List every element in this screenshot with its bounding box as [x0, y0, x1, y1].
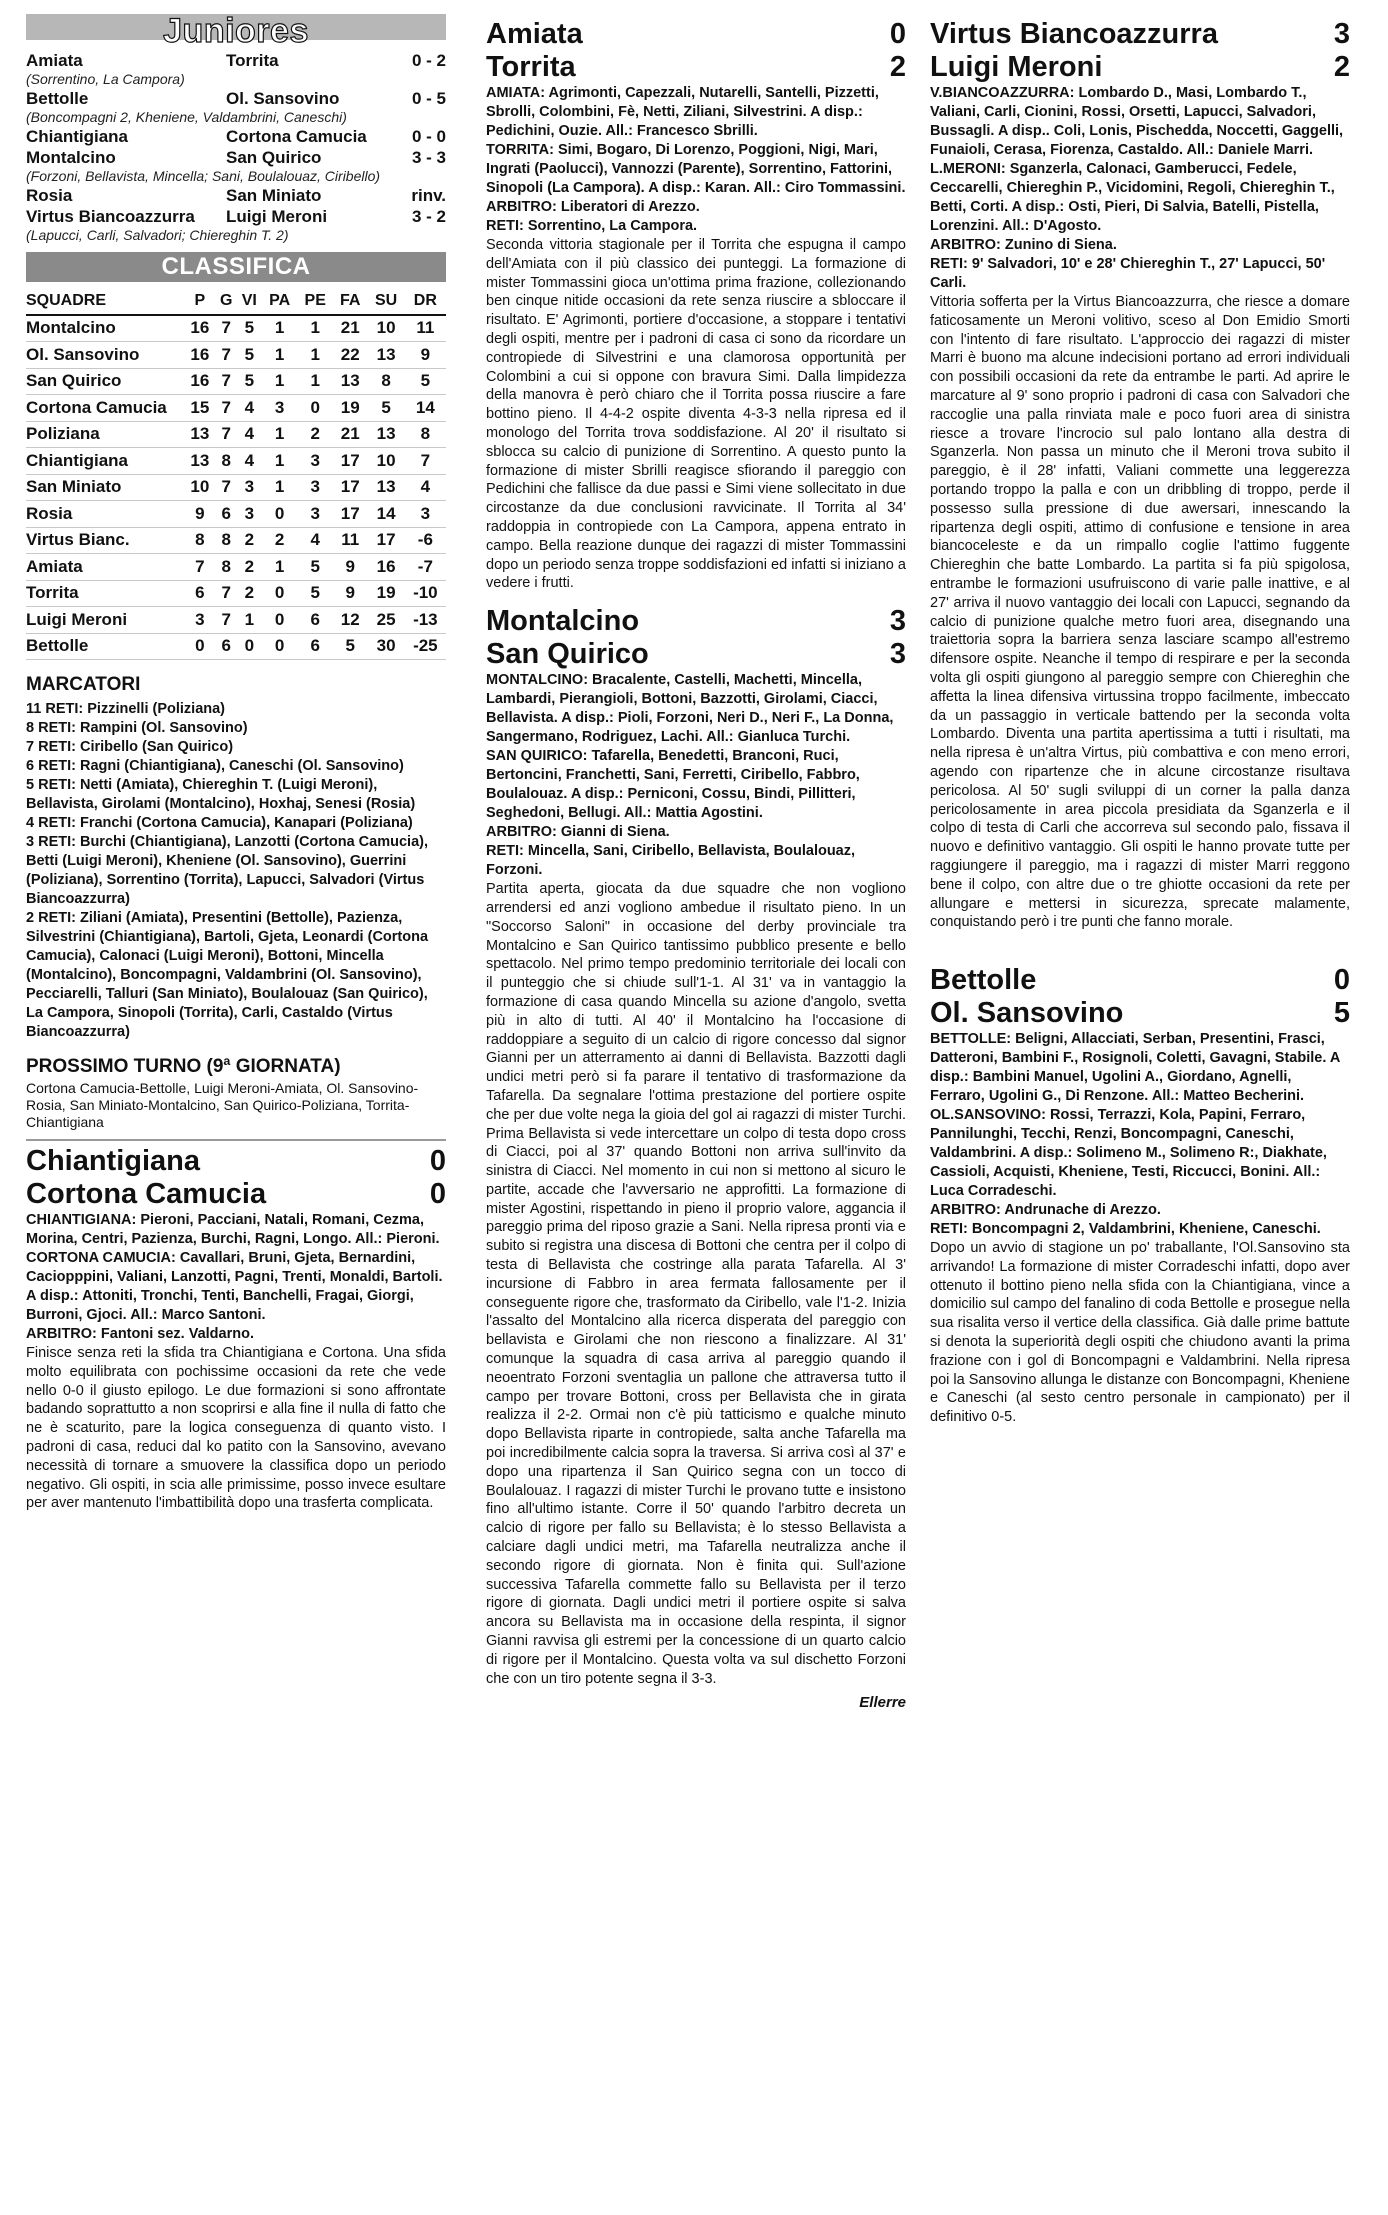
classifica-title: CLASSIFICA: [26, 252, 446, 282]
result-away-team: San Miniato: [226, 186, 322, 205]
standings-cell: 1: [262, 368, 297, 395]
result-score: 0 - 0: [411, 127, 446, 146]
match-home-goals: 0: [1333, 964, 1350, 997]
match-home-goals: 0: [429, 1145, 446, 1177]
standings-cell: -25: [405, 633, 446, 660]
match-away-team: Cortona Camucia: [26, 1178, 267, 1210]
standings-row: [26, 315, 446, 342]
standings-cell: 5: [405, 368, 446, 395]
standings-cell: 1: [262, 554, 297, 581]
standings-team: Ol. Sansovino: [26, 342, 184, 369]
standings-team: Amiata: [26, 554, 184, 581]
middle-column: [486, 18, 906, 1711]
standings-cell: 3: [237, 501, 262, 528]
match-away-goals: 2: [1333, 51, 1350, 83]
standings-cell: 4: [297, 527, 333, 554]
match-home-team: Virtus Biancoazzurra: [930, 18, 1218, 50]
standings-row: [26, 421, 446, 448]
standings-row: [26, 633, 446, 660]
standings-cell: 7: [216, 342, 237, 369]
standings-cell: 1: [262, 474, 297, 501]
result-scorers: (Forzoni, Bellavista, Mincella; Sani, Boulalouaz, Ciribello): [26, 168, 381, 184]
standings-cell: 15: [184, 395, 216, 422]
standings-cell: 8: [216, 448, 237, 475]
standings-header-cell: SQUADRE: [26, 288, 184, 315]
standings-cell: 14: [405, 395, 446, 422]
scorer-line: 6 RETI: Ragni (Chiantigiana), Caneschi (Ol. Sansovino): [26, 758, 404, 774]
standings-cell: 17: [333, 448, 367, 475]
standings-cell: 8: [216, 554, 237, 581]
standings-row: [26, 580, 446, 607]
lineup-line: ARBITRO: Liberatori di Arezzo.: [486, 199, 700, 215]
result-home-team: Montalcino: [26, 148, 116, 167]
standings-cell: 19: [333, 395, 367, 422]
marcatori-list: [26, 700, 446, 1042]
standings-header-cell: FA: [333, 288, 367, 315]
standings-cell: -7: [405, 554, 446, 581]
standings-cell: 13: [367, 474, 404, 501]
standings-team: Torrita: [26, 580, 184, 607]
standings-cell: 1: [297, 342, 333, 369]
standings-header-cell: VI: [237, 288, 262, 315]
match-away-team: San Quirico: [486, 638, 649, 671]
standings-cell: 7: [216, 607, 237, 634]
standings-cell: 3: [237, 474, 262, 501]
standings-cell: 2: [262, 527, 297, 554]
standings-cell: 2: [237, 554, 262, 581]
standings-cell: 25: [367, 607, 404, 634]
result-home-team: Virtus Biancoazzurra: [26, 207, 195, 226]
match-home-goals: 0: [889, 18, 906, 50]
standings-cell: 0: [237, 633, 262, 660]
standings-cell: 13: [367, 421, 404, 448]
match-home-row: [930, 964, 1350, 997]
lineup-line: RETI: Boncompagni 2, Valdambrini, Kheniene, Caneschi.: [930, 1221, 1321, 1238]
standings-cell: 0: [262, 633, 297, 660]
divider: [26, 1139, 446, 1141]
match-home-row: [486, 605, 906, 638]
standings-header-cell: SU: [367, 288, 404, 315]
standings-cell: -13: [405, 607, 446, 634]
standings-cell: 3: [262, 395, 297, 422]
juniores-header: [26, 11, 446, 50]
result-row: [26, 126, 446, 147]
match-home-team: Montalcino: [486, 605, 640, 638]
result-score: 0 - 5: [411, 89, 446, 108]
standings-team: Cortona Camucia: [26, 395, 184, 422]
standings-cell: 6: [184, 580, 216, 607]
match-lineups: [26, 1211, 446, 1344]
standings-cell: 16: [184, 368, 216, 395]
standings-cell: 13: [184, 448, 216, 475]
standings-cell: -6: [405, 527, 446, 554]
standings-cell: 10: [367, 448, 404, 475]
standings-cell: 1: [262, 448, 297, 475]
match-home-goals: 3: [889, 605, 906, 638]
match-away-team: Torrita: [486, 51, 576, 83]
match-away-row: [486, 638, 906, 671]
result-row: [26, 206, 446, 227]
lineup-line: OL.SANSOVINO: Rossi, Terrazzi, Kola, Papini, Ferraro, Pannilunghi, Tecchi, Renzi, Boncompagni, Caneschi, Valdambrini. A disp.: Solimeno M., Solimeno R:, Diakhate, Cassioli, Acquisti, Kheniene, Testi, Riccucci, Bonini. All.: Luca Corradeschi.: [930, 1107, 1327, 1200]
standings-cell: 0: [297, 395, 333, 422]
standings-cell: 6: [216, 501, 237, 528]
standings-header-cell: PE: [297, 288, 333, 315]
standings-header-row: [26, 288, 446, 315]
standings-row: [26, 474, 446, 501]
standings-cell: 13: [367, 342, 404, 369]
match-lineups: [930, 1030, 1350, 1239]
lineup-line: ARBITRO: Fantoni sez. Valdarno.: [26, 1326, 254, 1342]
standings-header-cell: P: [184, 288, 216, 315]
result-home-team: Chiantigiana: [26, 127, 129, 146]
result-away-team: Torrita: [226, 51, 279, 70]
standings-cell: 13: [333, 368, 367, 395]
standings-cell: 3: [405, 501, 446, 528]
standings-cell: 9: [333, 554, 367, 581]
standings-cell: 5: [237, 368, 262, 395]
marcatori-title: MARCATORI: [26, 674, 141, 695]
standings-team: Bettolle: [26, 633, 184, 660]
standings-cell: 22: [333, 342, 367, 369]
standings-cell: 6: [297, 633, 333, 660]
standings-cell: 4: [405, 474, 446, 501]
match-home-row: [26, 1145, 446, 1178]
standings-cell: 21: [333, 421, 367, 448]
standings-cell: 4: [237, 448, 262, 475]
lineup-line: SAN QUIRICO: Tafarella, Benedetti, Branconi, Ruci, Bertoncini, Franchetti, Sani, Ferretti, Ciribello, Fabbro, Boulalouaz. A disp.: Perniconi, Cossu, Bindi, Pillitteri, Seghedoni, Bellugi. All.: Mattia Agostini.: [486, 748, 860, 822]
lineup-line: RETI: 9' Salvadori, 10' e 28' Chiereghin T., 27' Lapucci, 50' Carli.: [930, 256, 1326, 291]
standings-cell: 8: [367, 368, 404, 395]
result-row: [26, 88, 446, 109]
standings-cell: 5: [367, 395, 404, 422]
standings-cell: 9: [184, 501, 216, 528]
match-report: Seconda vittoria stagionale per il Torrita che espugna il campo dell'Amiata con il più classico dei punteggi. La formazione di mister Tommassini gioca un'ottima prima frazione, collezionando ben cinque nitide occasioni da rete senza riuscire a sbloccare il risultato. E' Agrimonti, portiere d'occasione, a stoppare i tentativi degli ospiti, mentre per i padroni di casa ci sono da ricordare un contropiede di Silvestrini e una clamorosa opportunità per Colombini a cui si oppone con bravura Simi. Dalla limpidezza della manovra è però chiaro che il Torrita possa riuscire a fare bottino pieno. Il 4-4-2 ospite diventa 4-3-3 nella ripresa ed il monologo del Torrita trova soddisfazione. Al 20' il risultato si sblocca su calcio di punizione di Sorrentino. A questo punto la formazione di mister Sbrilli reagisce sfiorando il pareggio con Pedichini che fallisce da due passi e Simi viene sollecitato in due circostanze da due conclusioni ravvicinate. Il Torrita al 34' raddoppia in contropiede con La Campora, appena entrato in campo. Bella reazione dunque dei ragazzi di mister Tommassini dopo un periodo senza troppe soddisfazioni ed infatti si iniziano a vedere i frutti.: [486, 237, 906, 592]
standings-header-cell: DR: [405, 288, 446, 315]
result-away-team: San Quirico: [226, 148, 322, 167]
standings-cell: 9: [333, 580, 367, 607]
result-home-team: Bettolle: [26, 89, 89, 108]
match-home-team: Chiantigiana: [26, 1145, 201, 1177]
standings-cell: 7: [184, 554, 216, 581]
scorer-line: 3 RETI: Burchi (Chiantigiana), Lanzotti (Cortona Camucia), Betti (Luigi Meroni), Kheniene (Ol. Sansovino), Guerrini (Poliziana), Sorrentino (Torrita), Lapucci, Salvadori (Virtus Biancoazzurra): [26, 834, 428, 907]
standings-team: Luigi Meroni: [26, 607, 184, 634]
standings-cell: 17: [333, 501, 367, 528]
standings-cell: 4: [237, 421, 262, 448]
match-away-team: Ol. Sansovino: [930, 997, 1124, 1030]
match-away-goals: 0: [429, 1178, 446, 1210]
standings-cell: 0: [262, 580, 297, 607]
standings-cell: 1: [297, 315, 333, 342]
author-signature: Ellerre: [859, 1694, 906, 1712]
result-score: 3 - 2: [411, 207, 446, 226]
standings-cell: 30: [367, 633, 404, 660]
result-score: 3 - 3: [411, 148, 446, 167]
lineup-line: V.BIANCOAZZURRA: Lombardo D., Masi, Lombardo T., Valiani, Carli, Cionini, Rossi, Orsetti, Lapucci, Salvadori, Bussagli. A disp.. Coli, Lonis, Pischedda, Noccetti, Gaggelli, Funaioli, Cerasa, Fiorenza, Castaldo. All.: Daniele Marri.: [930, 85, 1344, 158]
standings-cell: 3: [184, 607, 216, 634]
match-away-row: [26, 1178, 446, 1211]
standings-row: [26, 448, 446, 475]
match-away-row: [486, 51, 906, 84]
result-score: 0 - 2: [411, 51, 446, 70]
result-scorers: (Lapucci, Carli, Salvadori; Chiereghin T. 2): [26, 227, 289, 243]
standings-cell: 11: [405, 315, 446, 342]
match-home-team: Amiata: [486, 18, 583, 50]
standings-team: Rosia: [26, 501, 184, 528]
lineup-line: RETI: Mincella, Sani, Ciribello, Bellavista, Boulalouaz, Forzoni.: [486, 843, 856, 879]
match-chiantigiana: [26, 1145, 446, 1513]
match-home-row: [930, 18, 1350, 51]
standings-cell: 2: [237, 527, 262, 554]
lineup-line: ARBITRO: Gianni di Siena.: [486, 824, 670, 841]
standings-team: Poliziana: [26, 421, 184, 448]
standings-cell: 7: [405, 448, 446, 475]
scorer-line: 4 RETI: Franchi (Cortona Camucia), Kanapari (Poliziana): [26, 815, 413, 831]
standings-cell: 6: [297, 607, 333, 634]
match-montalcino: [486, 605, 906, 1711]
standings-header-cell: G: [216, 288, 237, 315]
standings-cell: 13: [184, 421, 216, 448]
standings-cell: 3: [297, 501, 333, 528]
standings-cell: 0: [262, 607, 297, 634]
standings-team: San Quirico: [26, 368, 184, 395]
standings-cell: 5: [333, 633, 367, 660]
standings-cell: 1: [262, 342, 297, 369]
match-home-row: [486, 18, 906, 51]
standings-row: [26, 501, 446, 528]
standings-cell: 5: [297, 554, 333, 581]
match-away-goals: 5: [1333, 997, 1350, 1030]
standings-cell: 17: [367, 527, 404, 554]
standings-body: [26, 315, 446, 660]
standings-team: Virtus Bianc.: [26, 527, 184, 554]
scorer-line: 5 RETI: Netti (Amiata), Chiereghin T. (Luigi Meroni), Bellavista, Girolami (Montalcino), Hoxhaj, Senesi (Rosia): [26, 777, 416, 812]
standings-cell: 5: [237, 315, 262, 342]
match-lineups: [486, 671, 906, 880]
standings-cell: 2: [237, 580, 262, 607]
results-list: [26, 50, 446, 244]
standings-cell: 12: [333, 607, 367, 634]
match-bettolle: [930, 964, 1350, 1427]
match-away-goals: 2: [889, 51, 906, 83]
standings-cell: 8: [184, 527, 216, 554]
standings-cell: 17: [333, 474, 367, 501]
standings-cell: 0: [184, 633, 216, 660]
scorer-line: 8 RETI: Rampini (Ol. Sansovino): [26, 720, 248, 736]
prossimo-turno-title: PROSSIMO TURNO (9ª GIORNATA): [26, 1056, 341, 1077]
header-band: [26, 11, 446, 50]
match-virtus: [930, 18, 1350, 932]
standings-cell: 8: [216, 527, 237, 554]
match-away-team: Luigi Meroni: [930, 51, 1103, 83]
match-report: Dopo un avvio di stagione un po' traballante, l'Ol.Sansovino sta arrivando! La formazione di mister Corradeschi infatti, dopo aver ottenuto il bottino pieno nella sfida con la Chiantigiana, vince a domicilio sul campo del fanalino di coda Bettolle e prosegue nella sua risalita verso il vertice della classifica. Già dalle prime battute si denota la superiorità degli ospiti che chiudono avanti la prima frazione con i gol di Boncompagni e Valdambrini. Nella ripresa poi la Sansovino allunga le distanze con Boncompagni, Kheniene e Caneschi (al sesto centro personale in campionato) per il definitivo 0-5.: [930, 1240, 1350, 1426]
standings-cell: 19: [367, 580, 404, 607]
standings-cell: 1: [297, 368, 333, 395]
lineup-line: ARBITRO: Zunino di Siena.: [930, 237, 1117, 253]
match-amiata: [486, 18, 906, 593]
prossimo-turno-text: Cortona Camucia-Bettolle, Luigi Meroni-Amiata, Ol. Sansovino-Rosia, San Miniato-Montalcino, San Quirico-Poliziana, Torrita-Chiantigiana: [26, 1080, 419, 1130]
standings-cell: 1: [262, 315, 297, 342]
scorer-line: 2 RETI: Ziliani (Amiata), Presentini (Bettolle), Pazienza, Silvestrini (Chiantigiana), Bartoli, Gjeta, Leonardi (Cortona Camucia), Calonaci (Luigi Meroni), Bottoni, Mincella (Montalcino), Boncompagni, Valdambrini (Ol. Sansovino), Pecciarelli, Talluri (San Miniato), Boulalouaz (San Quirico), La Campora, Sinopoli (Torrita), Carli, Castaldo (Virtus Biancoazzurra): [26, 910, 429, 1040]
standings-team: Montalcino: [26, 315, 184, 342]
standings-cell: 16: [184, 342, 216, 369]
lineup-line: BETTOLLE: Beligni, Allacciati, Serban, Presentini, Frasci, Datteroni, Bambini F., Rosignoli, Coletti, Gavagni, Stabile. A disp.: Bambini Manuel, Ugolini A., Giordano, Agnelli, Ferraro, Ugolini G., Di Renzone. All.: Matteo Becherini.: [930, 1031, 1340, 1105]
result-score: rinv.: [411, 186, 446, 205]
left-column: [26, 11, 446, 1513]
match-away-row: [930, 51, 1350, 84]
standings-header-cell: PA: [262, 288, 297, 315]
lineup-line: ARBITRO: Andrunache di Arezzo.: [930, 1202, 1161, 1219]
result-home-team: Rosia: [26, 186, 73, 205]
lineup-line: CORTONA CAMUCIA: Cavallari, Bruni, Gjeta, Bernardini, Caciopppini, Valiani, Lanzotti, Pagni, Trenti, Monaldi, Bartoli. A disp.: Attoniti, Tronchi, Tenti, Banchelli, Fragai, Giorgi, Burroni, Gjoci. All.: Marco Santoni.: [26, 1250, 443, 1323]
right-column: [930, 18, 1350, 1427]
standings-cell: -10: [405, 580, 446, 607]
standings-cell: 7: [216, 315, 237, 342]
standings-cell: 5: [237, 342, 262, 369]
lineup-line: RETI: Sorrentino, La Campora.: [486, 218, 698, 234]
standings-cell: 4: [237, 395, 262, 422]
match-report: Partita aperta, giocata da due squadre che non vogliono arrendersi ed anzi vogliono ambedue il risultato pieno. In un "Soccorso Saloni" in occasione del derby provinciale tra Montalcino e San Quirico tantissimo pubblico presente e bello spettacolo. Nel primo tempo predominio territoriale dei locali con il punteggio che si chiude sull'1-1. Al 31' va in vantaggio la formazione di casa quando Mincella su azione d'angolo, svetta più in alto di tutti. Al 40' il Montalcino ha l'occasione di raddoppiare a seguito di un calcio di rigore concesso dal signor Gianni per un atterramento ai danni di Bellavista. Bazzotti dagli undici metri però si fa parare il tentativo di trasformazione da Tafarella. Da segnalare l'ottima prestazione del portiere ospite che per due volte nega la gioia del gol ai ragazzi di mister Turchi. Prima Bellavista si vede intercettare un colpo di testa dopo cross di Ciacci, poi al 37' quando Bottoni non arriva sull'invito da sinistra di Ciacci. Nel momento in cui non si mettono al sicuro le partite, accade che l'avversario ne approfitti. La formazione di mister Agostini, rispettando in pieno il proprio valore, aggancia il pareggio prima del riposo grazie a Sani. Nella ripresa pronti via e subito si registra una discesa di Bottoni che centra per il colpo di testa di Bellavista che costringe alla parata Tafarella. Al 3' incursione di Fabbro in area fermata fallosamente per il conseguente rigore che, trasformato da Ciribello, vale l'1-2. Inizia l'assalto del Montalcino alla ricerca disperata del pareggio con bellavista e Girolami che non riescono a finalizzare. Al 31' comunque la squadra di casa arriva al pareggio quando il neoentrato Forzoni sventaglia un pallone che attraversa tutto il campo per trovare Bottoni, cross per Bellavista che in girata realizza il 2-2. Ormai non c'è più tatticismo e qualche minuto dopo Bellavista riparte in contropiede, salta anche Tafarella ma poi incredibilmente calcia sopra la traversa. Si arriva così al 37' e dopo una ripartenza il San Quirico segna con un tocco di Boulalouaz. I ragazzi di mister Turchi le provano tutte e insistono fino all'ultimo istante. Corre il 50' quando l'arbitro decreta un calcio di rigore per fallo su Bellavista; è lo stesso Bellavista a calciare dagli undici metri, ma Tafarella neutralizza anche il secondo rigore di giornata. Non è finita qui. Sull'azione successiva Tafarella commette fallo su Bellavista per il terzo rigore di giornata. Dagli undici metri il portiere ospite si salva ancora su Bellavista ma in occasione della respinta, il signor Gianni ravvisa gli estremi per la concessione di un quarto calcio di rigore per il Montalcino. Questa volta va sul dischetto Forzoni che con un tiro potente segna il 3-3.: [486, 881, 906, 1687]
standings-cell: 7: [216, 368, 237, 395]
result-away-team: Cortona Camucia: [226, 127, 367, 146]
standings-cell: 1: [237, 607, 262, 634]
standings-cell: 5: [297, 580, 333, 607]
scorer-line: 11 RETI: Pizzinelli (Poliziana): [26, 701, 226, 717]
match-away-row: [930, 997, 1350, 1030]
standings-row: [26, 554, 446, 581]
standings-row: [26, 342, 446, 369]
standings-cell: 7: [216, 474, 237, 501]
standings-table: [26, 288, 446, 660]
scorer-line: 7 RETI: Ciribello (San Quirico): [26, 739, 234, 755]
standings-cell: 3: [297, 474, 333, 501]
match-home-team: Bettolle: [930, 964, 1037, 997]
standings-cell: 1: [262, 421, 297, 448]
standings-cell: 9: [405, 342, 446, 369]
standings-cell: 7: [216, 395, 237, 422]
result-away-team: Luigi Meroni: [226, 207, 328, 226]
lineup-line: CHIANTIGIANA: Pieroni, Pacciani, Natali, Romani, Cezma, Morina, Centri, Pazienza, Burchi, Ragni, Longo. All.: Pieroni.: [26, 1212, 440, 1247]
standings-cell: 7: [216, 580, 237, 607]
result-home-team: Amiata: [26, 51, 83, 70]
standings-cell: 14: [367, 501, 404, 528]
result-away-team: Ol. Sansovino: [226, 89, 340, 108]
standings-row: [26, 368, 446, 395]
lineup-line: TORRITA: Simi, Bogaro, Di Lorenzo, Poggioni, Nigi, Mari, Ingrati (Paolucci), Vannozzi (Parente), Sorrentino, Fattorini, Sinopoli (La Campora). A disp.: Karan. All.: Ciro Tommassini.: [486, 142, 906, 196]
match-away-goals: 3: [889, 638, 906, 671]
standings-cell: 10: [184, 474, 216, 501]
standings-row: [26, 395, 446, 422]
match-report: Vittoria sofferta per la Virtus Biancoazzurra, che riesce a domare faticosamente un Meroni volitivo, sceso al Don Emidio Smorti con l'intento di fare risultato. L'approccio dei ragazzi di mister Marri è buono ma alcune indecisioni portano ad errori individuali con possibili occasioni da rete da entrambe le parti. Ad aprire le marcature al 9' sono proprio i padroni di casa con Salvadori che raccoglie una palla rinviata male e poco fuori area di sinistra riesce a trovare l'incrocio sul palo lontano alla destra di Sganzerla. Non passa un minuto che il Meroni trova subito il pareggio, è il 28' infatti, Valiani commette una leggerezza portando troppo la palla e con un dribbling di troppo, perde il possesso sulla pressione di due awersari, innescando la ripartenza degli ospiti, attimo di confusione e tensione in area biancoceleste e da un rimpallo coglie l'attimo fuggente Chiereghin che batte Lombardo. La partita si fa più spigolosa, entrambe le formazioni usufruiscono di varie palle inattive, e al 27' arriva il nuovo vantaggio dei locali con Lapucci, segnando da calcio di punizione qualche metro fuori area, disegnando una traiettoria sopra la barriera senza lasciare scampo all'estremo difensore ospite. Neanche il tempo di respirare e per la seconda volta gli ospiti giungono al pareggio sempre con Chiereghin che affetta la linea difensiva virtussina troppo facilmente, imbeccato da un passaggio in verticale battendo per la seconda volta Lombardo. Diventa una partita apertissima a tutti i risultati, ma nella ripresa è un'altra Virtus, più combattiva e con meno errori, agendo con ripartenze che in alcune circostanze risultava pericolosa. Al 50' sugli sviluppi di un corner la palla danza pericolosamente in area piccola presidiata da Sganzerla e il colpo di testa di Carli che accorreva sul secondo palo, fissava il nuovo e definitivo vantaggio. Gli ospiti le hanno provate tutte per raggiungere il pareggio, ma i ragazzi di mister Marri reggono bene il colpo, con altre due o tre ghiotte occasioni da rete per allungare e mettersi in sicurezza, sprecate malamente, conquistando però i tre punti che fanno morale.: [930, 294, 1350, 931]
match-lineups: [486, 84, 906, 236]
standings-cell: 8: [405, 421, 446, 448]
match-lineups: [930, 84, 1350, 293]
spacer: [930, 932, 1350, 964]
lineup-line: L.MERONI: Sganzerla, Calonaci, Gamberucci, Fedele, Ceccarelli, Chiereghin P., Vicidomini, Regoli, Chiereghin T., Betti, Corti. A disp.: Osti, Pieri, Di Salvia, Batelli, Pistella, Lorenzini. All.: D'Agosto.: [930, 161, 1335, 234]
standings-row: [26, 527, 446, 554]
standings-cell: 6: [216, 633, 237, 660]
standings-cell: 7: [216, 421, 237, 448]
result-row: [26, 185, 446, 206]
spacer: [486, 593, 906, 605]
standings-cell: 2: [297, 421, 333, 448]
result-row: [26, 147, 446, 168]
result-row: [26, 50, 446, 71]
section-title: Juniores: [163, 11, 309, 50]
standings-cell: 3: [297, 448, 333, 475]
standings-cell: 21: [333, 315, 367, 342]
standings-cell: 10: [367, 315, 404, 342]
result-scorers: (Boncompagni 2, Kheniene, Valdambrini, Caneschi): [26, 109, 347, 125]
match-home-goals: 3: [1333, 18, 1350, 50]
standings-team: Chiantigiana: [26, 448, 184, 475]
standings-cell: 16: [367, 554, 404, 581]
result-scorers: (Sorrentino, La Campora): [26, 71, 185, 87]
lineup-line: MONTALCINO: Bracalente, Castelli, Machetti, Mincella, Lambardi, Pierangioli, Bottoni, Bazzotti, Girolami, Ciacci, Bellavista. A disp.: Pioli, Forzoni, Neri D., Neri F., La Donna, Sangermano, Rodriguez, Lachi. All.: Gianluca Turchi.: [486, 672, 894, 746]
standings-cell: 11: [333, 527, 367, 554]
standings-row: [26, 607, 446, 634]
match-report: Finisce senza reti la sfida tra Chiantigiana e Cortona. Una sfida molto equilibrata con pochissime occasioni da rete che vede nello 0-0 il giusto epilogo. Le due formazioni si sono affrontate badando soprattutto a non scoprirsi e alla fine il nulla di fatto che ne è scaturito, pare la logica conseguenza di quanto visto. I padroni di casa, reduci dal ko patito con la Sansovino, avevano necessità di tornare a smuovere la classifica dopo un periodo negativo. Gli ospiti, in scia alle primissime, posso invece esultare per aver mantenuto l'imbattibilità dopo una trasferta complicata.: [26, 1345, 446, 1512]
lineup-line: AMIATA: Agrimonti, Capezzali, Nutarelli, Santelli, Pizzetti, Sbrolli, Colombini, Fè, Netti, Ziliani, Silvestrini. A disp.: Pedichini, Ouzie. All.: Francesco Sbrilli.: [486, 85, 879, 139]
standings-team: San Miniato: [26, 474, 184, 501]
standings-cell: 16: [184, 315, 216, 342]
standings-cell: 0: [262, 501, 297, 528]
